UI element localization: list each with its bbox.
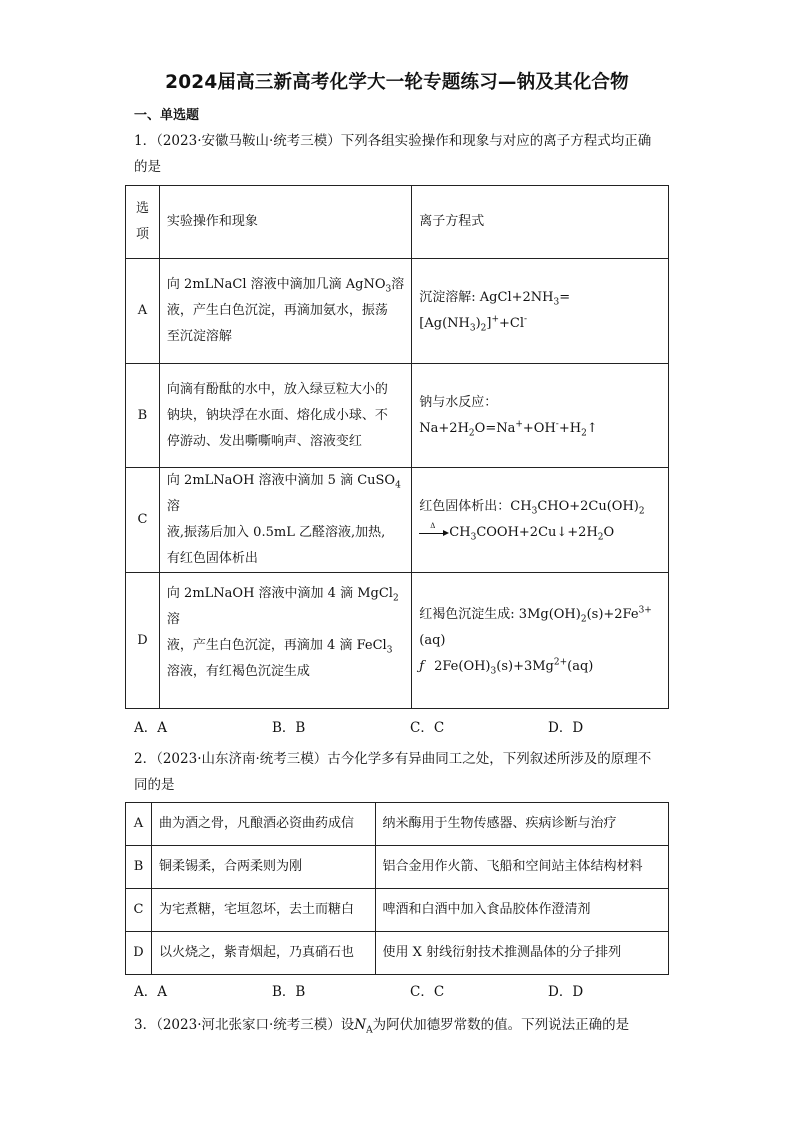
table-row	[126, 259, 669, 364]
page-title: 2024届高三新高考化学大一轮专题练习—钠及其化合物	[165, 72, 629, 93]
row-option-label: B	[126, 846, 152, 889]
row-modern-text: 啤酒和白酒中加入食品胶体作澄清剂	[375, 889, 668, 932]
question-1-stem-line2: 的是	[134, 159, 161, 175]
row-modern-text: 纳米酶用于生物传感器、疾病诊断与治疗	[375, 803, 668, 846]
choice-c[interactable]: C．C	[410, 720, 445, 736]
row-modern-text: 使用 X 射线衍射技术推测晶体的分子排列	[375, 932, 668, 975]
row-ancient-text: 以火烧之，紫青烟起，乃真硝石也	[151, 932, 375, 975]
table-row	[126, 364, 669, 468]
question-2-stem-line1: 2．（2023·山东济南·统考三模）古今化学多有异曲同工之处，下列叙述所涉及的原理不	[134, 751, 652, 767]
row-option-label: C	[126, 889, 152, 932]
table-row	[126, 573, 669, 709]
question-2-stem	[134, 746, 670, 798]
table-row	[126, 889, 669, 932]
table-header-row	[126, 186, 669, 259]
row-option-label: C	[126, 468, 160, 573]
question-1-stem-line1: 1．（2023·安徽马鞍山·统考三模）下列各组实验操作和现象与对应的离子方程式均正确	[134, 133, 652, 149]
row-option-label: D	[126, 932, 152, 975]
header-equation: 离子方程式	[412, 186, 669, 259]
choice-a[interactable]: A．A	[134, 720, 167, 736]
avogadro-symbol: N	[354, 1017, 367, 1033]
row-ancient-text: 铜柔锡柔，合两柔则为刚	[151, 846, 375, 889]
row-ancient-text: 曲为酒之骨，凡酿酒必资曲药成信	[151, 803, 375, 846]
section-heading: 一、单选题	[134, 108, 200, 123]
row-operation: 向 2mLNaOH 溶液中滴加 5 滴 CuSO$_4$溶 液,振荡后加入 0.5mL 乙醛溶液,加热, 有红色固体析出	[159, 468, 411, 573]
table-row	[126, 803, 669, 846]
row-option-label: B	[126, 364, 160, 468]
choice-a[interactable]: A．A	[134, 984, 167, 1000]
row-option-label: D	[126, 573, 160, 709]
question-3-stem: 3．（2023·河北张家口·统考三模）设$N_A$为阿伏加德罗常数的值。下列说法正确的是	[134, 1017, 630, 1036]
header-option: 选 项	[126, 186, 160, 259]
table-row	[126, 932, 669, 975]
choice-b[interactable]: B．B	[272, 720, 306, 736]
question-2-stem-line2: 同的是	[134, 777, 175, 793]
row-modern-text: 铝合金用作火箭、飞船和空间站主体结构材料	[375, 846, 668, 889]
row-equation: 钠与水反应： $Na+2H_2O=Na^++OH^-+H_2↑$	[412, 364, 669, 468]
row-ancient-text: 为宅煮糖，宅垣忽坏，去土而糖白	[151, 889, 375, 932]
header-operation: 实验操作和现象	[159, 186, 411, 259]
row-operation: 向 2mLNaCl 溶液中滴加几滴 AgNO$_3$溶 液，产生白色沉淀，再滴加氨水，振荡 至沉淀溶解	[159, 259, 411, 364]
heating-arrow-icon: Δ	[419, 528, 449, 538]
table-row	[126, 846, 669, 889]
question-1-table	[125, 185, 669, 709]
choice-b[interactable]: B．B	[272, 984, 306, 1000]
choice-c[interactable]: C．C	[410, 984, 445, 1000]
row-option-label: A	[126, 259, 160, 364]
table-row	[126, 468, 669, 573]
row-equation: 红褐色沉淀生成: $3Mg(OH)_2(s)+2Fe^{3+}(aq)$ ƒ $2Fe(OH)_3(s)+3Mg^{2+}(aq)$	[412, 573, 669, 709]
question-1-stem	[134, 128, 670, 180]
row-operation: 向 2mLNaOH 溶液中滴加 4 滴 MgCl$_2$溶 液，产生白色沉淀，再滴加 4 滴 FeCl$_3$ 溶液，有红褐色沉淀生成	[159, 573, 411, 709]
row-equation: 沉淀溶解: $AgCl+2NH_3=[Ag(NH_3)_2]^++Cl^-$	[412, 259, 669, 364]
choice-d[interactable]: D．D	[548, 984, 584, 1000]
choice-d[interactable]: D．D	[548, 720, 584, 736]
question-2-table	[125, 802, 669, 975]
row-equation: 红色固体析出：$CH_3CHO+2Cu(OH)_2$ Δ $CH_3COOH+2Cu↓+2H_2O$	[412, 468, 669, 573]
row-operation: 向滴有酚酞的水中，放入绿豆粒大小的 钠块，钠块浮在水面、熔化成小球、不 停游动、发出嘶嘶响声、溶液变红	[159, 364, 411, 468]
row-option-label: A	[126, 803, 152, 846]
